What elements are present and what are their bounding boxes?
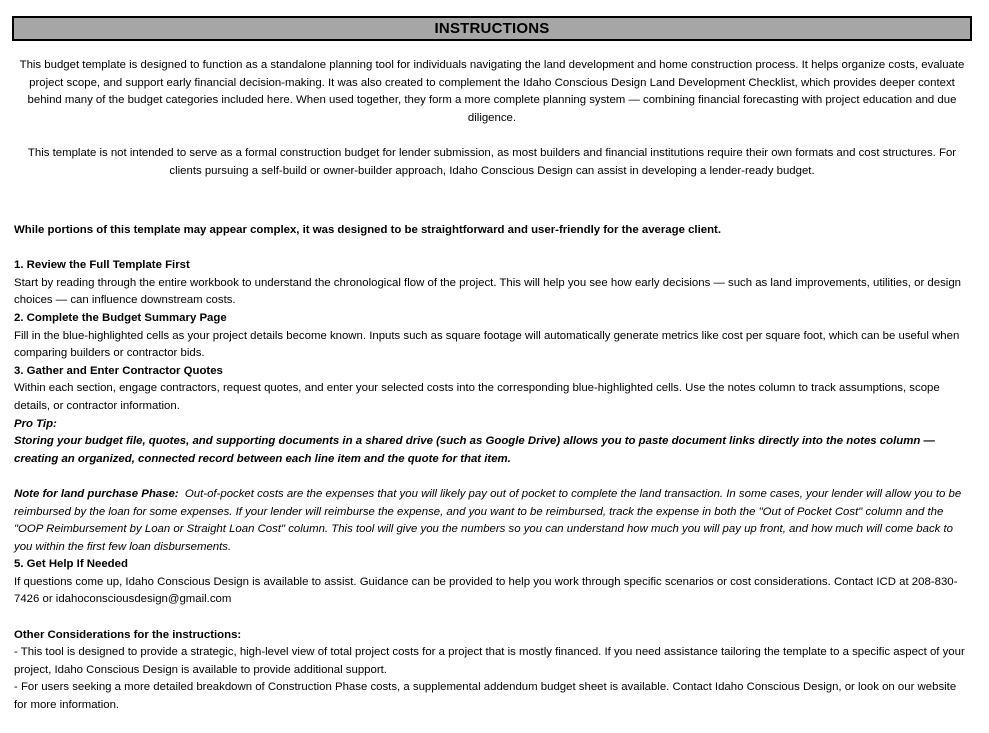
step-1-text: Start by reading through the entire workbook to understand the chronological flow of the project. This will help you see how early decisions — such as land improvements, utilities, or design choices — can influence downstream costs. (14, 276, 961, 307)
step-5-heading: 5. Get Help If Needed (14, 558, 128, 571)
other-considerations-heading: Other Considerations for the instructions: (14, 628, 242, 641)
land-note-text: Out-of-pocket costs are the expenses that you will likely pay out of pocket to complete the land transaction. In some cases, your lender will allow you to be reimbursed by the loan for some expenses. If your lender will reimburse the expense, and you want to be reimbursed, track the expense in both the "Out of Pocket Cost" column and the "OOP Reimbursement by Loan or Straight Loan Cost" column. This tool will give you the numbers so you can understand how much you will pay up front, and how much will come back to you within the first few loan disbursements. (14, 487, 962, 553)
step-2-heading: 2. Complete the Budget Summary Page (14, 311, 227, 324)
pro-tip-label: Pro Tip: (14, 417, 57, 430)
land-purchase-note (14, 486, 968, 556)
step-1-heading: 1. Review the Full Template First (14, 259, 190, 272)
other-item-2: - For users seeking a more detailed breakdown of Construction Phase costs, a supplemental addendum budget sheet is available. Contact Idaho Conscious Design, or look on our website for more information. (14, 681, 957, 712)
instructions-body (14, 222, 968, 715)
lead-statement: While portions of this template may appear complex, it was designed to be straightforward and user-friendly for the average client. (14, 224, 721, 236)
other-item-1: - This tool is designed to provide a strategic, high-level view of total project costs for a project that is mostly financed. If you need assistance tailoring the template to a specific aspect of your project, Idaho Conscious Design is available to provide additional support. (14, 646, 965, 676)
intro-paragraph-2: This template is not intended to serve as a formal construction budget for lender submission, as most builders and financial institutions require their own formats and cost structures. For clients pursuing a self-build or owner-builder approach, Idaho Conscious Design can assist in developing a lender-ready budget. (27, 147, 957, 177)
step-2-text: Fill in the blue-highlighted cells as your project details become known. Inputs such as square footage will automatically generate metrics like cost per square foot, which can be useful when comparing builders or contractor bids. (14, 329, 960, 360)
pro-tip-text: Storing your budget file, quotes, and supporting documents in a shared drive (such as Google Drive) allows you to paste document links directly into the notes column — creating an organized, connected record between each line item and the quote for that item. (14, 435, 935, 465)
step-5-text: If questions come up, Idaho Conscious Design is available to assist. Guidance can be provided to help you work through specific scenarios or cost considerations. Contact ICD at 208-830-7426 or idahoconsciousdesign@gmail.com (14, 575, 958, 606)
instructions-title (12, 16, 972, 41)
step-3-text: Within each section, engage contractors, request quotes, and enter your selected costs into the corresponding blue-highlighted cells. Use the notes column to track assumptions, scope details, or contractor information. (14, 382, 940, 412)
intro-paragraph-1: This budget template is designed to function as a standalone planning tool for individuals navigating the land development and home construction process. It helps organize costs, evaluate project scope, and support early financial decision-making. It was also created to complement the Idaho Conscious Design Land Development Checklist, which provides deeper context behind many of the budget categories included here. When used together, they form a more complete planning system — combining financial forecasting with project education and due diligence. (19, 59, 965, 124)
step-3-heading: 3. Gather and Enter Contractor Quotes (14, 364, 223, 377)
page-title: INSTRUCTIONS (434, 20, 550, 37)
land-note-label: Note for land purchase Phase: (14, 487, 179, 500)
